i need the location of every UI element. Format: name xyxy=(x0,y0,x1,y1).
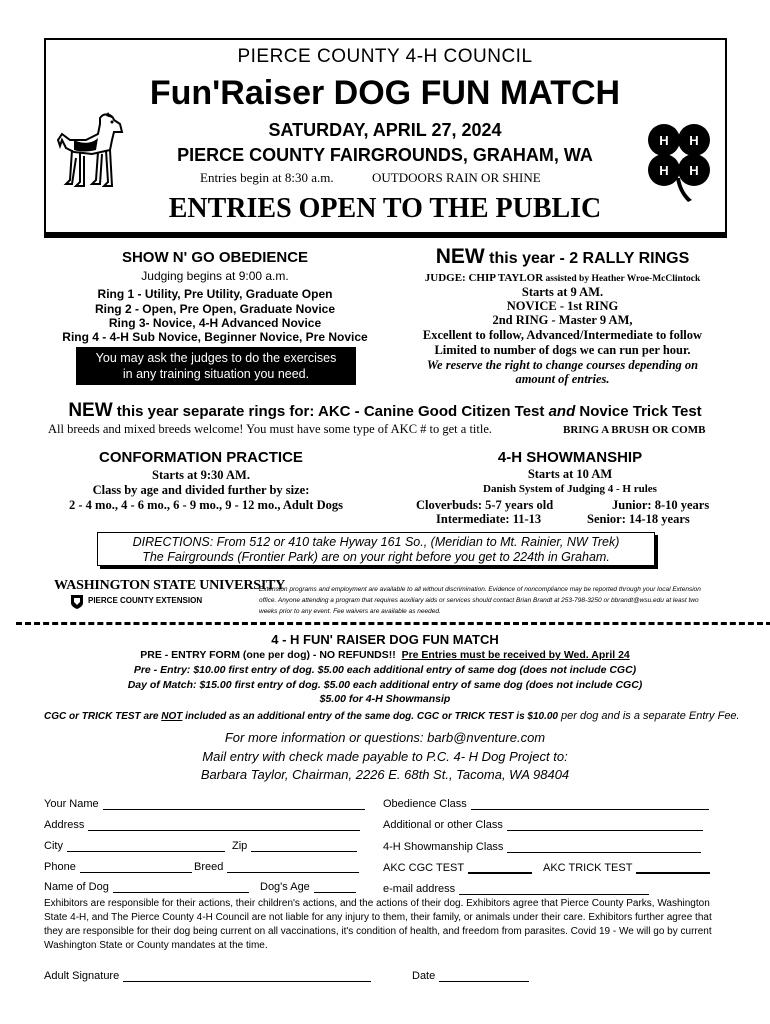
your-name-label: Your Name xyxy=(44,798,99,810)
signature-label: Adult Signature xyxy=(44,970,120,982)
pre-entry-form-heading xyxy=(0,649,770,661)
event-place: PIERCE COUNTY FAIRGROUNDS, GRAHAM, WA xyxy=(177,145,593,165)
showmanship-starts: Starts at 10 AM xyxy=(527,467,613,481)
rally-judge-name: JUDGE: CHIP TAYLOR xyxy=(424,272,544,284)
cgc-note-a: CGC or TRICK TEST are xyxy=(44,711,162,722)
pierce-county-extension: PIERCE COUNTY EXTENSION xyxy=(88,596,203,605)
svg-text:H: H xyxy=(689,163,699,178)
extension-notice: Extension programs and employment are available to all without discrimination. Evidence of noncompliance may be reported through your local Extension office. Anyone attending a program that requires auxiliary aids or services should contact Brian Brandt at 253-798-3250 or bbrandt@wsu.edu at least two weeks prior to any event. Fee waivers are available as needed. xyxy=(259,586,701,615)
mail-entry-payee: P.C. 4- H Dog Project xyxy=(426,749,550,764)
rally-heading-text: this year - 2 RALLY RINGS xyxy=(484,250,690,267)
new-rings-trick: Novice Trick Test xyxy=(575,403,702,420)
dog-name-label: Name of Dog xyxy=(44,881,109,893)
obedience-class-field[interactable] xyxy=(383,798,709,810)
date-label: Date xyxy=(412,970,436,982)
address-field[interactable] xyxy=(44,819,360,831)
pre-entry-label: PRE - ENTRY FORM (one per dog) - NO REFUNDS!! xyxy=(140,649,396,661)
dog-age-label: Dog's Age xyxy=(260,881,310,893)
rally-new-label: NEW xyxy=(435,245,485,268)
weather-note: OUTDOORS RAIN OR SHINE xyxy=(372,170,541,185)
city-label: City xyxy=(44,840,63,852)
city-field[interactable] xyxy=(44,840,225,852)
signature-field[interactable] xyxy=(44,970,371,982)
email-field[interactable] xyxy=(383,883,649,895)
rally-ring-1: NOVICE - 1st RING xyxy=(506,299,619,313)
svg-text:H: H xyxy=(659,133,669,148)
wsu-shield-icon xyxy=(70,594,84,610)
conformation-ages: 2 - 4 mo., 4 - 6 mo., 6 - 9 mo., 9 - 12 mo., Adult Dogs xyxy=(69,498,343,512)
obedience-note-box xyxy=(76,347,356,385)
obedience-heading: SHOW N' GO OBEDIENCE xyxy=(121,249,309,266)
obedience-note-line1: You may ask the judges to do the exercises xyxy=(95,351,337,365)
new-rings-and: and xyxy=(548,403,576,420)
directions-line2: The Fairgrounds (Frontier Park) are on your right before you get to 224th in Graham. xyxy=(142,550,610,564)
obedience-ring-1: Ring 1 - Utility, Pre Utility, Graduate Open xyxy=(97,287,333,301)
showmanship-class-label: 4-H Showmanship Class xyxy=(383,841,504,853)
four-h-clover-icon xyxy=(636,118,722,202)
akc-trick-label: AKC TRICK TEST xyxy=(543,862,633,874)
showmanship-system: Danish System of Judging 4 - H rules xyxy=(483,483,657,495)
bring-brush: BRING A BRUSH OR COMB xyxy=(563,424,706,436)
day-of-match-price: Day of Match: $15.00 first entry of dog. $5.00 each additional entry of same dog (does not include CGC) xyxy=(127,679,643,691)
showmanship-junior: Junior: 8-10 years xyxy=(612,498,710,512)
rally-line-1: Excellent to follow, Advanced/Intermediate to follow xyxy=(422,328,703,342)
rally-judge-assistant: assisted by Heather Wroe-McClintock xyxy=(543,274,701,284)
mail-entry-a: Mail entry with check made payable to xyxy=(202,749,427,764)
rally-line-4: amount of entries. xyxy=(515,372,610,386)
conformation-class-by: Class by age and divided further by size: xyxy=(92,483,310,497)
rally-line-2: Limited to number of dogs we can run per hour. xyxy=(434,343,691,357)
wsu-logo: WASHINGTON STATE UNIVERSITY xyxy=(54,578,286,593)
mail-entry xyxy=(0,749,770,764)
conformation-starts: Starts at 9:30 AM. xyxy=(152,468,250,482)
breed-field[interactable] xyxy=(194,861,359,873)
date-field[interactable] xyxy=(412,970,529,982)
showmanship-intermediate: Intermediate: 11-13 xyxy=(436,512,542,526)
entries-time: Entries begin at 8:30 a.m. xyxy=(200,170,334,185)
zip-field[interactable] xyxy=(232,840,357,852)
cgc-note-not: NOT xyxy=(161,711,183,722)
new-rings-cgc: AKC - Canine Good Citizen Test xyxy=(318,403,549,420)
dog-illustration-icon xyxy=(52,110,128,190)
directions-line1: DIRECTIONS: From 512 or 410 take Hyway 161 So., (Meridian to Mt. Rainier, NW Trek) xyxy=(132,535,620,549)
dog-age-field[interactable] xyxy=(260,881,356,893)
additional-class-label: Additional or other Class xyxy=(383,819,503,831)
obedience-ring-2: Ring 2 - Open, Pre Open, Graduate Novice xyxy=(94,302,336,316)
svg-text:H: H xyxy=(689,133,699,148)
showmanship-senior: Senior: 14-18 years xyxy=(587,512,690,526)
pre-entry-deadline: Pre Entries must be received by Wed. April 24 xyxy=(401,649,630,661)
obedience-judging-time: Judging begins at 9:00 a.m. xyxy=(141,269,289,283)
showmanship-class-field[interactable] xyxy=(383,841,701,853)
showmanship-price: $5.00 for 4-H Showmansip xyxy=(319,693,451,705)
conformation-heading: CONFORMATION PRACTICE xyxy=(99,449,303,466)
showmanship-heading: 4-H SHOWMANSHIP xyxy=(497,449,643,466)
dog-name-field[interactable] xyxy=(44,881,249,893)
liability-disclaimer: Exhibitors are responsible for their actions, their children's actions, and the actions of their dog. Exhibitors agree that Pierce County Parks, Washington State 4-H, and The Pierce County 4-H Council are not liable for any injury to them, their family, or animals under their care. Exhibitors further agree that they are responsible for their dog being current on all vaccinations, it's condition of health, and freedom from parasites. Covid 19 - We will go by current Washington State or County mandates at the time. xyxy=(44,898,712,951)
phone-field[interactable] xyxy=(44,861,192,873)
event-date: SATURDAY, APRIL 27, 2024 xyxy=(268,120,502,140)
your-name-field[interactable] xyxy=(44,798,365,810)
showmanship-cloverbuds: Cloverbuds: 5-7 years old xyxy=(416,498,554,512)
rally-ring-2: 2nd RING - Master 9 AM, xyxy=(492,313,633,327)
obedience-note-line2: in any training situation you need. xyxy=(122,367,310,381)
akc-cgc-label: AKC CGC TEST xyxy=(383,862,465,874)
obedience-ring-3: Ring 3- Novice, 4-H Advanced Novice xyxy=(108,316,322,330)
breeds-welcome: All breeds and mixed breeds welcome! You must have some type of AKC # to get a title. xyxy=(48,422,493,436)
akc-cgc-field[interactable] xyxy=(383,862,532,874)
cgc-note-c: per dog and is a separate Entry Fee. xyxy=(558,710,740,722)
address-label: Address xyxy=(44,819,85,831)
entries-open-banner: ENTRIES OPEN TO THE PUBLIC xyxy=(168,193,602,224)
cgc-note-b: included as an additional entry of the same dog. CGC or TRICK TEST is $10.00 xyxy=(182,711,558,722)
pre-entry-price: Pre - Entry: $10.00 first entry of dog. $5.00 each additional entry of same dog (does not include CGC) xyxy=(133,664,637,676)
phone-label: Phone xyxy=(44,861,76,873)
mail-entry-c: to: xyxy=(549,749,568,764)
mail-address: Barbara Taylor, Chairman, 2226 E. 68th St., Tacoma, WA 98404 xyxy=(200,767,570,782)
more-info: For more information or questions: barb@nventure.com xyxy=(224,730,546,745)
breed-label: Breed xyxy=(194,861,224,873)
obedience-class-label: Obedience Class xyxy=(383,798,467,810)
new-rings-heading xyxy=(0,400,770,422)
rally-starts: Starts at 9 AM. xyxy=(521,285,604,299)
additional-class-field[interactable] xyxy=(383,819,703,831)
council-name: PIERCE COUNTY 4-H COUNCIL xyxy=(237,46,533,67)
zip-label: Zip xyxy=(232,840,248,852)
event-title: Fun'Raiser DOG FUN MATCH xyxy=(149,74,621,112)
rally-heading xyxy=(390,245,735,269)
akc-trick-field[interactable] xyxy=(543,862,710,874)
cut-line xyxy=(16,622,770,625)
obedience-ring-4: Ring 4 - 4-H Sub Novice, Beginner Novice, Pre Novice xyxy=(62,330,368,344)
form-title: 4 - H FUN' RAISER DOG FUN MATCH xyxy=(271,632,499,647)
new-rings-new-label: NEW xyxy=(68,400,113,421)
new-rings-prefix: this year separate rings for: xyxy=(112,403,318,420)
cgc-note xyxy=(44,710,740,722)
rally-judge xyxy=(390,272,735,284)
email-label: e-mail address xyxy=(383,883,456,895)
svg-text:H: H xyxy=(659,163,669,178)
rally-line-3: We reserve the right to change courses depending on xyxy=(426,358,699,372)
directions-box xyxy=(97,532,655,566)
